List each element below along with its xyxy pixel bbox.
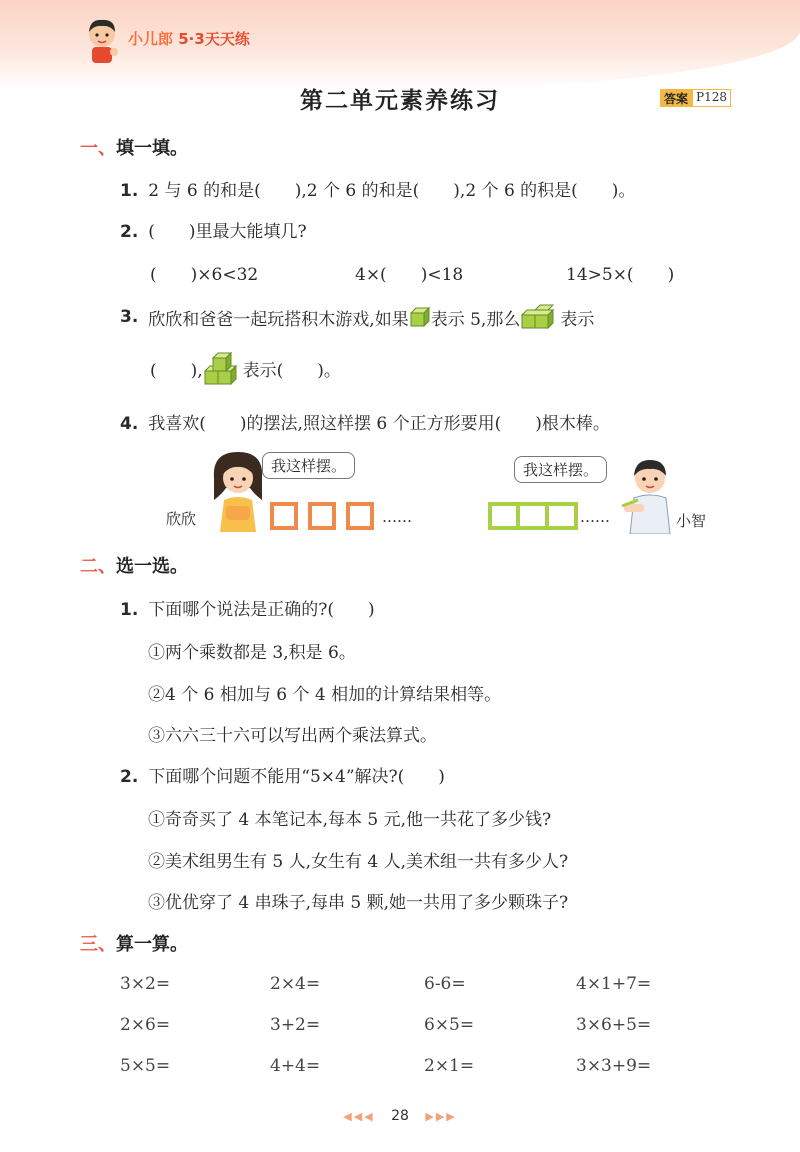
question-text: 我喜欢( )的摆法,照这样摆 6 个正方形要用( )根木棒。 — [148, 414, 610, 434]
section-number: 三、 — [80, 934, 116, 955]
fill-q2-item-a: ( )×6<32 — [150, 265, 259, 285]
calc-item: 3+2= — [270, 1015, 321, 1035]
fill-question-1 — [120, 176, 635, 201]
fill-question-4 — [120, 409, 610, 434]
sticks-row-squares-right — [486, 500, 580, 532]
question-text: ( )里最大能填几? — [148, 222, 307, 242]
question-text: 下面哪个问题不能用“5×4”解决?( ) — [148, 767, 445, 787]
cube-stack-icon — [520, 304, 560, 330]
question-text: 2 与 6 的和是( ),2 个 6 的和是( ),2 个 6 的积是( )。 — [148, 181, 636, 201]
calc-item: 6-6= — [424, 974, 466, 994]
blank-2: 表示( )。 — [242, 360, 341, 381]
answer-reference — [660, 89, 731, 107]
choose-q2-option-1: ①奇奇买了 4 本笔记本,每本 5 元,他一共花了多少钱? — [148, 810, 552, 830]
choose-q1-option-1: ①两个乘数都是 3,积是 6。 — [148, 643, 356, 663]
answer-page: P128 — [692, 89, 731, 107]
calc-item: 2×1= — [424, 1056, 475, 1076]
calc-item: 4×1+7= — [576, 974, 652, 994]
boy-mascot-icon — [80, 16, 124, 66]
question-text: 欣欣和爸爸一起玩搭积木游戏,如果 — [148, 309, 409, 330]
calc-item: 4+4= — [270, 1056, 321, 1076]
single-cube-icon — [409, 306, 431, 328]
section-number: 二、 — [80, 556, 116, 577]
calc-item: 3×2= — [120, 974, 171, 994]
question-number: 2. — [120, 222, 139, 242]
brand-series: 5·3天天练 — [178, 30, 250, 48]
page-number: 28 — [391, 1108, 409, 1124]
choose-q2-option-2: ②美术组男生有 5 人,女生有 4 人,美术组一共有多少人? — [148, 852, 569, 872]
question-text-cont: 表示 5,那么 — [430, 309, 521, 330]
question-text: 下面哪个说法是正确的?( ) — [148, 600, 375, 620]
section-label: 选一选。 — [116, 556, 188, 577]
page-title: 第二单元素养练习 — [300, 88, 500, 114]
fill-q2-item-c: 14>5×( ) — [566, 265, 675, 285]
question-number: 4. — [120, 414, 139, 434]
speech-bubble-left: 我这样摆。 — [262, 452, 355, 479]
ellipsis-right: …… — [580, 508, 610, 526]
section-fill-heading — [80, 134, 188, 160]
section-calc-heading — [80, 930, 188, 956]
section-label: 算一算。 — [116, 934, 188, 955]
choose-q1-option-3: ③六六三十六可以写出两个乘法算式。 — [148, 726, 437, 746]
fill-question-2 — [120, 217, 307, 242]
speech-bubble-right: 我这样摆。 — [514, 456, 607, 483]
calc-item: 2×4= — [270, 974, 321, 994]
sticks-three-squares-left — [268, 500, 380, 532]
choose-question-1 — [120, 595, 375, 620]
answer-label: 答案 — [660, 89, 692, 107]
left-arrows-icon: ◀◀◀ — [343, 1110, 375, 1123]
blank-1: ( ), — [150, 360, 203, 381]
choose-q1-option-2: ②4 个 6 相加与 6 个 4 相加的计算结果相等。 — [148, 685, 502, 705]
calc-item: 5×5= — [120, 1056, 171, 1076]
section-label: 填一填。 — [116, 138, 188, 159]
boy-xiaozhi-illustration — [620, 454, 680, 534]
calc-item: 3×3+9= — [576, 1056, 652, 1076]
brand-logo — [128, 28, 250, 49]
name-label-left: 欣欣 — [166, 510, 197, 528]
girl-xinxin-illustration — [206, 448, 270, 532]
section-choose-heading — [80, 552, 188, 578]
choose-q2-option-3: ③优优穿了 4 串珠子,每串 5 颗,她一共用了多少颗珠子? — [148, 893, 569, 913]
calc-item: 2×6= — [120, 1015, 171, 1035]
fill-q3-line2 — [150, 350, 341, 386]
section-number: 一、 — [80, 138, 116, 159]
fill-question-3 — [120, 304, 594, 330]
ellipsis-left: …… — [382, 508, 412, 526]
question-number: 3. — [120, 307, 139, 327]
fill-q2-item-b: 4×( )<18 — [355, 265, 464, 285]
question-text-end: 表示 — [560, 309, 595, 330]
cube-pyramid-icon — [203, 350, 243, 386]
brand-name: 小儿郎 — [128, 30, 174, 48]
right-arrows-icon: ▶▶▶ — [425, 1110, 457, 1123]
choose-question-2 — [120, 762, 445, 787]
calc-item: 3×6+5= — [576, 1015, 652, 1035]
question-number: 1. — [120, 600, 139, 620]
name-label-right: 小智 — [676, 512, 707, 530]
calc-item: 6×5= — [424, 1015, 475, 1035]
page-footer — [0, 1108, 800, 1124]
question-number: 2. — [120, 767, 139, 787]
question-number: 1. — [120, 181, 139, 201]
